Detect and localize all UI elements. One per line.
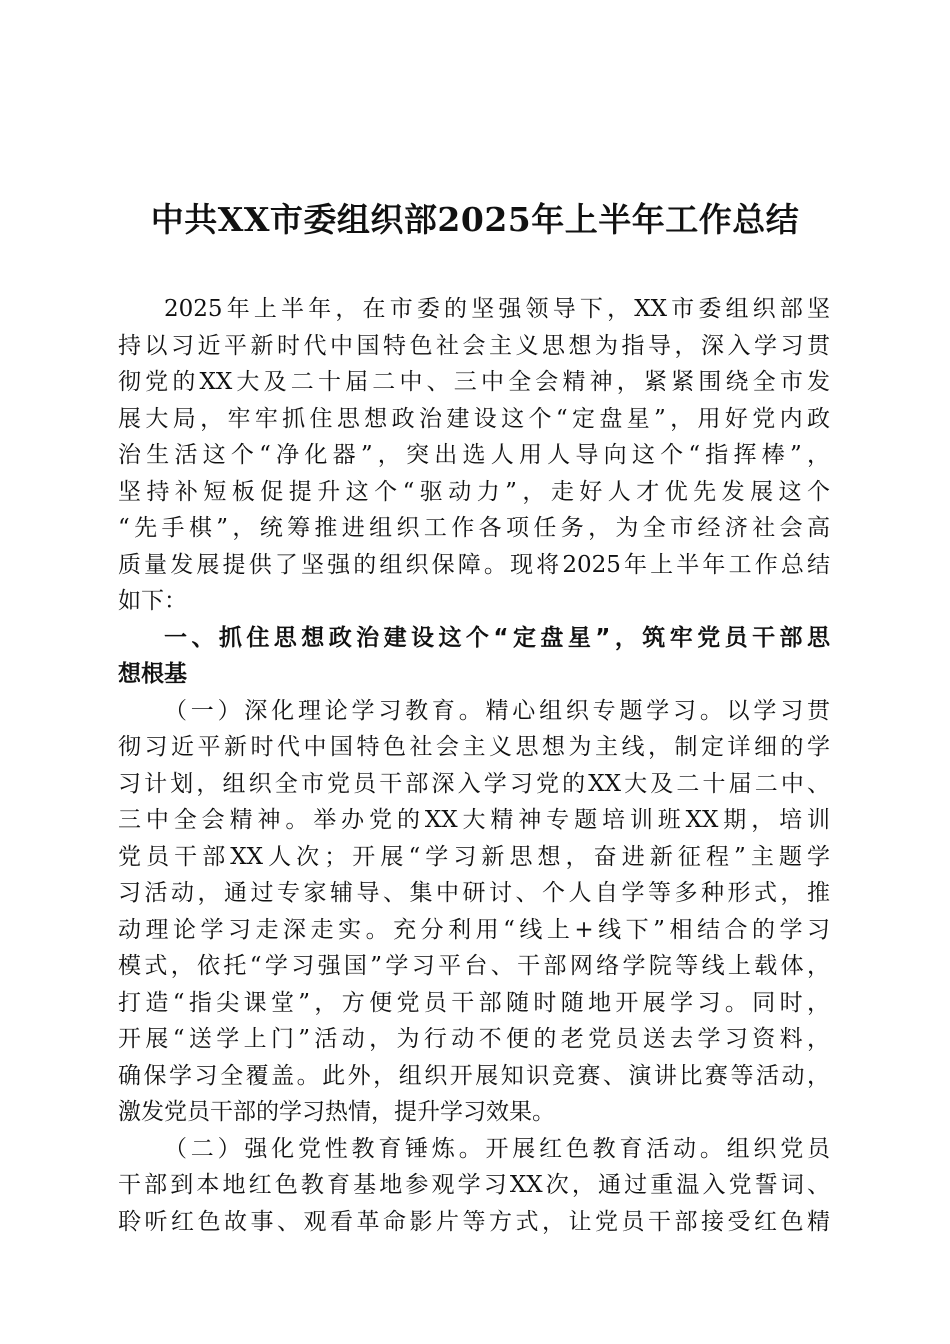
section-heading: 想根基 — [118, 661, 187, 687]
subsection-line: 开展“送学上门”活动，为行动不便的老党员送去学习资料， — [118, 1026, 830, 1052]
intro-line: 如下： — [118, 588, 187, 614]
intro-line: 展大局，牢牢抓住思想政治建设这个“定盘星”，用好党内政 — [118, 405, 830, 432]
subsection-line: 打造“指尖课堂”，方便党员干部随时随地开展学习。同时， — [118, 989, 830, 1016]
subsection-line: 聆听红色故事、观看革命影片等方式，让党员干部接受红色精 — [118, 1208, 830, 1235]
subsection-line: 确保学习全覆盖。此外，组织开展知识竞赛、演讲比赛等活动， — [118, 1062, 830, 1089]
document-title: 中共XX市委组织部2025年上半年工作总结 — [150, 200, 800, 239]
subsection-line: （一）深化理论学习教育。精心组织专题学习。以学习贯 — [164, 697, 830, 724]
intro-line: 持以习近平新时代中国特色社会主义思想为指导，深入学习贯 — [118, 332, 830, 359]
intro-line: 彻党的XX大及二十届二中、三中全会精神，紧紧围绕全市发 — [118, 369, 830, 395]
section-heading: 一、抓住思想政治建设这个“定盘星”，筑牢党员干部思 — [164, 624, 830, 651]
subsection-line: 彻习近平新时代中国特色社会主义思想为主线，制定详细的学 — [118, 734, 830, 760]
subsection-line: 习活动，通过专家辅导、集中研讨、个人自学等多种形式，推 — [118, 880, 830, 906]
subsection-line: 动理论学习走深走实。充分利用“线上+线下”相结合的学习 — [118, 916, 830, 943]
subsection-line: 干部到本地红色教育基地参观学习XX次，通过重温入党誓词、 — [118, 1172, 830, 1198]
document-body — [118, 291, 830, 1240]
intro-line: 2025年上半年，在市委的坚强领导下，XX市委组织部坚 — [164, 296, 830, 322]
subsection-line: 三中全会精神。举办党的XX大精神专题培训班XX期，培训 — [118, 807, 830, 833]
intro-line: “先手棋”，统筹推进组织工作各项任务，为全市经济社会高 — [118, 515, 830, 541]
subsection-line: 激发党员干部的学习热情，提升学习效果。 — [118, 1099, 555, 1125]
intro-line: 质量发展提供了坚强的组织保障。现将2025年上半年工作总结 — [118, 551, 830, 578]
subsection-line: （二）强化党性教育锤炼。开展红色教育活动。组织党员 — [164, 1135, 830, 1162]
intro-line: 治生活这个“净化器”，突出选人用人导向这个“指挥棒”， — [118, 442, 830, 468]
subsection-line: 习计划，组织全市党员干部深入学习党的XX大及二十届二中、 — [118, 770, 830, 797]
intro-line: 坚持补短板促提升这个“驱动力”，走好人才优先发展这个 — [118, 478, 830, 505]
subsection-line: 党员干部XX人次；开展“学习新思想，奋进新征程”主题学 — [118, 843, 830, 870]
subsection-line: 模式，依托“学习强国”学习平台、干部网络学院等线上载体， — [118, 953, 830, 979]
